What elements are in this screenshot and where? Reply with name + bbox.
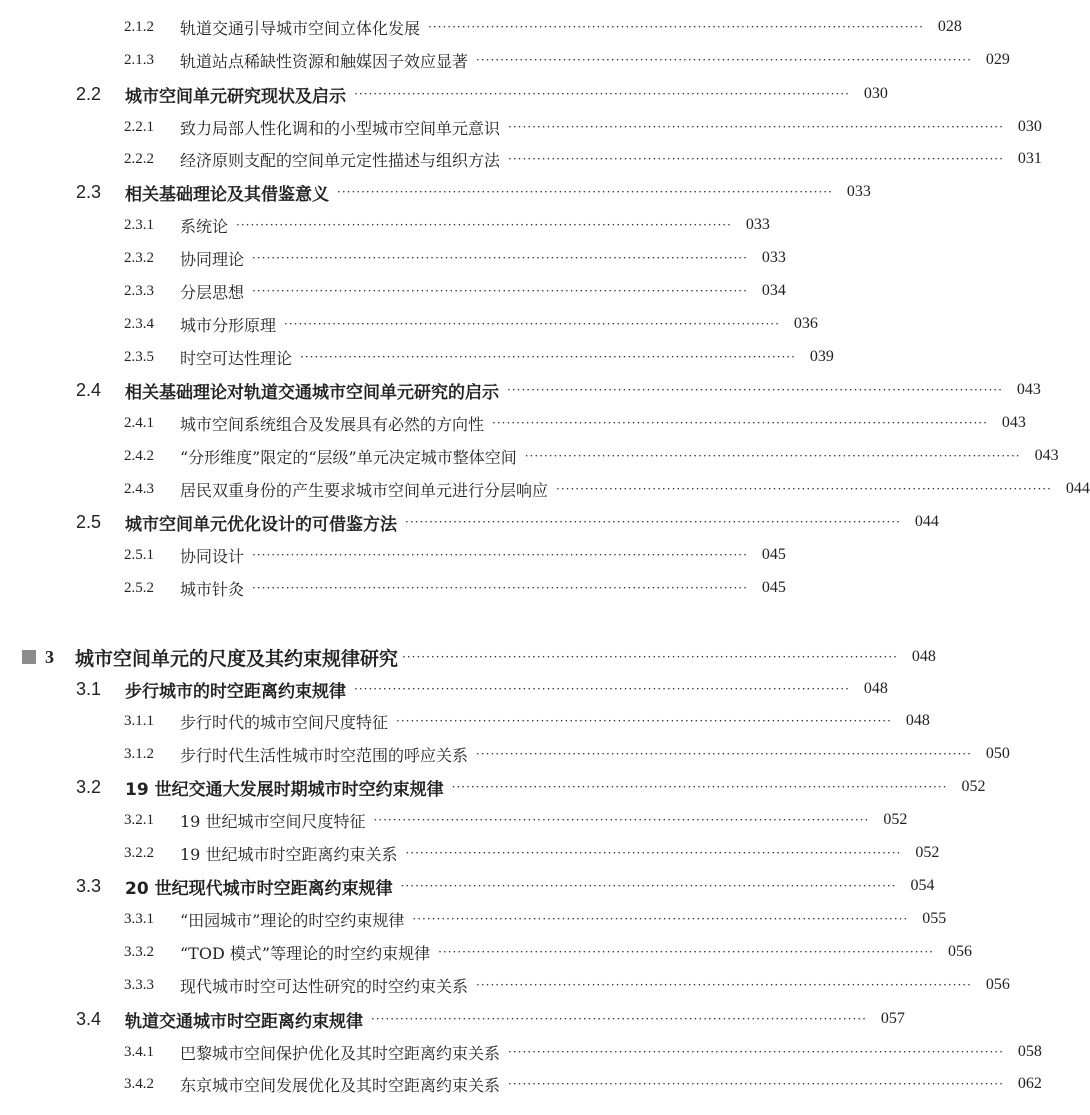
toc-entry-page-number: 058 [1017, 1043, 1042, 1060]
toc-entry-page-number: 052 [915, 844, 940, 861]
toc-entry-number: 2.3.2 [124, 249, 154, 266]
dot-leader: ······································································································· [508, 120, 1004, 134]
toc-entry-number: 2.3.3 [124, 282, 154, 299]
toc-entry-title: 19 世纪城市空间尺度特征 [180, 811, 366, 831]
toc-subsection-entry [0, 474, 1090, 504]
toc-subsection-entry [0, 1069, 1042, 1099]
toc-entry-number: 3.1.2 [124, 745, 154, 762]
toc-entry-page-number: 043 [1001, 414, 1026, 431]
toc-entry-number: 3.2.1 [124, 811, 154, 828]
toc-entry-number: 3 [45, 646, 54, 667]
toc-entry-title: 东京城市空间发展优化及其时空距离约束关系 [180, 1075, 501, 1095]
toc-entry-page-number: 033 [761, 249, 786, 266]
toc-entry-title: 轨道交通引导城市空间立体化发展 [180, 18, 421, 38]
dot-leader: ······································································································· [492, 416, 988, 430]
dot-leader: ······································································································· [400, 879, 897, 893]
toc-entry-number: 2.2.2 [124, 150, 154, 167]
toc-subsection-entry [0, 243, 786, 273]
dot-leader: ······································································································· [428, 20, 924, 34]
dot-leader: ······································································································· [373, 813, 870, 827]
dot-leader: ······································································································· [354, 682, 850, 696]
toc-entry-page-number: 050 [985, 745, 1010, 762]
dot-leader: ······································································································· [507, 383, 1003, 397]
dot-leader: ······································································································· [405, 515, 901, 529]
toc-entry-number: 3.3.1 [124, 910, 154, 927]
toc-entry-number: 3.4.2 [124, 1075, 154, 1092]
toc-subsection-entry [0, 970, 1010, 1000]
toc-subsection-entry [0, 45, 1010, 75]
dot-leader: ······································································································· [524, 449, 1021, 463]
toc-subsection-entry [0, 12, 962, 42]
toc-entry-page-number: 057 [880, 1010, 905, 1027]
toc-entry-page-number: 033 [745, 216, 770, 233]
toc-entry-title: 城市空间系统组合及发展具有必然的方向性 [180, 414, 485, 434]
dot-leader: ······································································································· [371, 1012, 867, 1026]
dot-leader: ······································································································· [508, 1045, 1004, 1059]
toc-subsection-entry [0, 342, 834, 372]
toc-entry-number: 3.3 [76, 875, 102, 896]
toc-entry-number: 2.3.5 [124, 348, 154, 365]
toc-entry-number: 2.4.3 [124, 480, 154, 497]
toc-entry-title: 协同理论 [180, 249, 245, 269]
dot-leader: ······································································································· [300, 350, 796, 364]
toc-entry-title: 19 世纪城市时空距离约束关系 [180, 844, 398, 864]
dot-leader: ······································································································· [556, 482, 1052, 496]
toc-entry-number: 2.1.2 [124, 18, 154, 35]
toc-entry-number: 2.3.4 [124, 315, 154, 332]
toc-section-entry [0, 772, 986, 802]
toc-subsection-entry [0, 937, 972, 967]
toc-entry-page-number: 028 [937, 18, 962, 35]
toc-entry-page-number: 056 [985, 976, 1010, 993]
toc-entry-page-number: 054 [910, 877, 935, 894]
toc-entry-title: 城市空间单元研究现状及启示 [125, 86, 346, 107]
toc-subsection-entry [0, 1037, 1042, 1067]
toc-entry-page-number: 045 [761, 579, 786, 596]
toc-entry-number: 2.2.1 [124, 118, 154, 135]
toc-entry-title: 城市分形原理 [180, 315, 277, 335]
dot-leader: ······································································································· [252, 251, 748, 265]
toc-entry-title: “TOD 模式”等理论的时空约束规律 [180, 943, 431, 963]
toc-section-entry [0, 177, 871, 207]
toc-entry-page-number: 045 [761, 546, 786, 563]
toc-subsection-entry [0, 739, 1010, 769]
toc-entry-page-number: 031 [1017, 150, 1042, 167]
toc-entry-page-number: 048 [911, 648, 936, 665]
toc-entry-page-number: 044 [1065, 480, 1090, 497]
dot-leader: ······································································································· [396, 714, 892, 728]
toc-entry-number: 2.1.3 [124, 51, 154, 68]
toc-entry-page-number: 030 [1017, 118, 1042, 135]
toc-subsection-entry [0, 309, 818, 339]
toc-entry-number: 2.4 [76, 379, 102, 400]
toc-subsection-entry [0, 144, 1042, 174]
toc-entry-number: 2.4.2 [124, 447, 154, 464]
toc-entry-title: 相关基础理论及其借鉴意义 [125, 184, 329, 205]
toc-entry-title: 城市针灸 [180, 579, 245, 599]
dot-leader: ······································································································· [284, 317, 780, 331]
dot-leader: ······································································································· [252, 581, 748, 595]
toc-entry-title: “田园城市”理论的时空约束规律 [180, 910, 405, 930]
toc-entry-title: 19 世纪交通大发展时期城市时空约束规律 [125, 779, 444, 800]
toc-entry-page-number: 044 [914, 513, 939, 530]
dot-leader: ······································································································· [508, 1077, 1004, 1091]
toc-entry-number: 3.2.2 [124, 844, 154, 861]
dot-leader: ······································································································· [476, 978, 972, 992]
toc-section-entry [0, 375, 1041, 405]
toc-entry-number: 3.3.3 [124, 976, 154, 993]
toc-entry-title: 系统论 [180, 216, 229, 236]
toc-entry-page-number: 030 [863, 85, 888, 102]
toc-entry-title: 分层思想 [180, 282, 245, 302]
toc-subsection-entry [0, 838, 940, 868]
toc-section-entry [0, 79, 888, 109]
toc-section-entry [0, 674, 888, 704]
toc-section-entry [0, 871, 935, 901]
toc-entry-page-number: 052 [961, 778, 986, 795]
toc-subsection-entry [0, 441, 1059, 471]
toc-entry-title: 轨道站点稀缺性资源和触媒因子效应显著 [180, 51, 469, 71]
toc-entry-title: 现代城市时空可达性研究的时空约束关系 [180, 976, 469, 996]
dot-leader: ······································································································· [412, 912, 909, 926]
toc-entry-title: 经济原则支配的空间单元定性描述与组织方法 [180, 150, 501, 170]
toc-chapter-entry [0, 642, 936, 672]
toc-entry-page-number: 052 [883, 811, 908, 828]
toc-entry-title: 城市空间单元的尺度及其约束规律研究 [75, 647, 399, 670]
toc-entry-title: 致力局部人性化调和的小型城市空间单元意识 [180, 118, 501, 138]
toc-entry-page-number: 043 [1034, 447, 1059, 464]
toc-subsection-entry [0, 573, 786, 603]
dot-leader: ······································································································· [476, 53, 972, 67]
dot-leader: ······································································································· [508, 152, 1004, 166]
toc-subsection-entry [0, 540, 786, 570]
toc-entry-number: 3.2 [76, 776, 102, 797]
toc-entry-number: 2.5.1 [124, 546, 154, 563]
toc-entry-page-number: 055 [922, 910, 947, 927]
toc-entry-number: 3.1 [76, 678, 102, 699]
toc-entry-page-number: 033 [846, 183, 871, 200]
toc-subsection-entry [0, 805, 908, 835]
dot-leader: ······································································································· [252, 284, 748, 298]
toc-entry-page-number: 056 [947, 943, 972, 960]
toc-subsection-entry [0, 210, 770, 240]
toc-subsection-entry [0, 112, 1042, 142]
toc-entry-number: 2.5 [76, 511, 102, 532]
toc-entry-page-number: 048 [863, 680, 888, 697]
toc-entry-page-number: 043 [1016, 381, 1041, 398]
chapter-marker-square [22, 650, 36, 664]
toc-subsection-entry [0, 904, 947, 934]
toc-entry-page-number: 034 [761, 282, 786, 299]
toc-entry-title: 步行时代的城市空间尺度特征 [180, 712, 389, 732]
toc-entry-page-number: 039 [809, 348, 834, 365]
toc-entry-page-number: 036 [793, 315, 818, 332]
toc-subsection-entry [0, 706, 930, 736]
toc-entry-number: 2.5.2 [124, 579, 154, 596]
toc-entry-number: 3.4 [76, 1008, 102, 1029]
toc-entry-title: 轨道交通城市时空距离约束规律 [125, 1011, 363, 1032]
toc-entry-number: 2.3.1 [124, 216, 154, 233]
toc-entry-number: 2.2 [76, 83, 102, 104]
toc-entry-title: 协同设计 [180, 546, 245, 566]
dot-leader: ······································································································· [405, 846, 902, 860]
dot-leader: ······································································································· [354, 87, 850, 101]
dot-leader: ······································································································· [476, 747, 972, 761]
toc-entry-number: 2.4.1 [124, 414, 154, 431]
toc-entry-title: 步行城市的时空距离约束规律 [125, 681, 346, 702]
dot-leader: ······································································································· [252, 548, 748, 562]
toc-entry-title: 相关基础理论对轨道交通城市空间单元研究的启示 [125, 382, 499, 403]
toc-entry-page-number: 048 [905, 712, 930, 729]
toc-entry-title: 时空可达性理论 [180, 348, 293, 368]
toc-entry-number: 3.3.2 [124, 943, 154, 960]
toc-section-entry [0, 507, 939, 537]
toc-subsection-entry [0, 276, 786, 306]
toc-entry-number: 3.1.1 [124, 712, 154, 729]
toc-subsection-entry [0, 408, 1026, 438]
toc-entry-title: 居民双重身份的产生要求城市空间单元进行分层响应 [180, 480, 549, 500]
toc-entry-title: “分形维度”限定的“层级”单元决定城市整体空间 [180, 447, 517, 467]
dot-leader: ······································································································· [402, 650, 898, 664]
dot-leader: ······································································································· [438, 945, 934, 959]
toc-entry-number: 3.4.1 [124, 1043, 154, 1060]
dot-leader: ······································································································· [337, 185, 833, 199]
toc-entry-title: 巴黎城市空间保护优化及其时空距离约束关系 [180, 1043, 501, 1063]
toc-entry-title: 城市空间单元优化设计的可借鉴方法 [125, 514, 397, 535]
toc-entry-page-number: 062 [1017, 1075, 1042, 1092]
dot-leader: ······································································································· [236, 218, 732, 232]
toc-section-entry [0, 1004, 905, 1034]
toc-entry-title: 步行时代生活性城市时空范围的呼应关系 [180, 745, 469, 765]
toc-entry-page-number: 029 [985, 51, 1010, 68]
dot-leader: ······································································································· [451, 780, 948, 794]
toc-entry-number: 2.3 [76, 181, 102, 202]
toc-entry-title: 20 世纪现代城市时空距离约束规律 [125, 878, 393, 899]
